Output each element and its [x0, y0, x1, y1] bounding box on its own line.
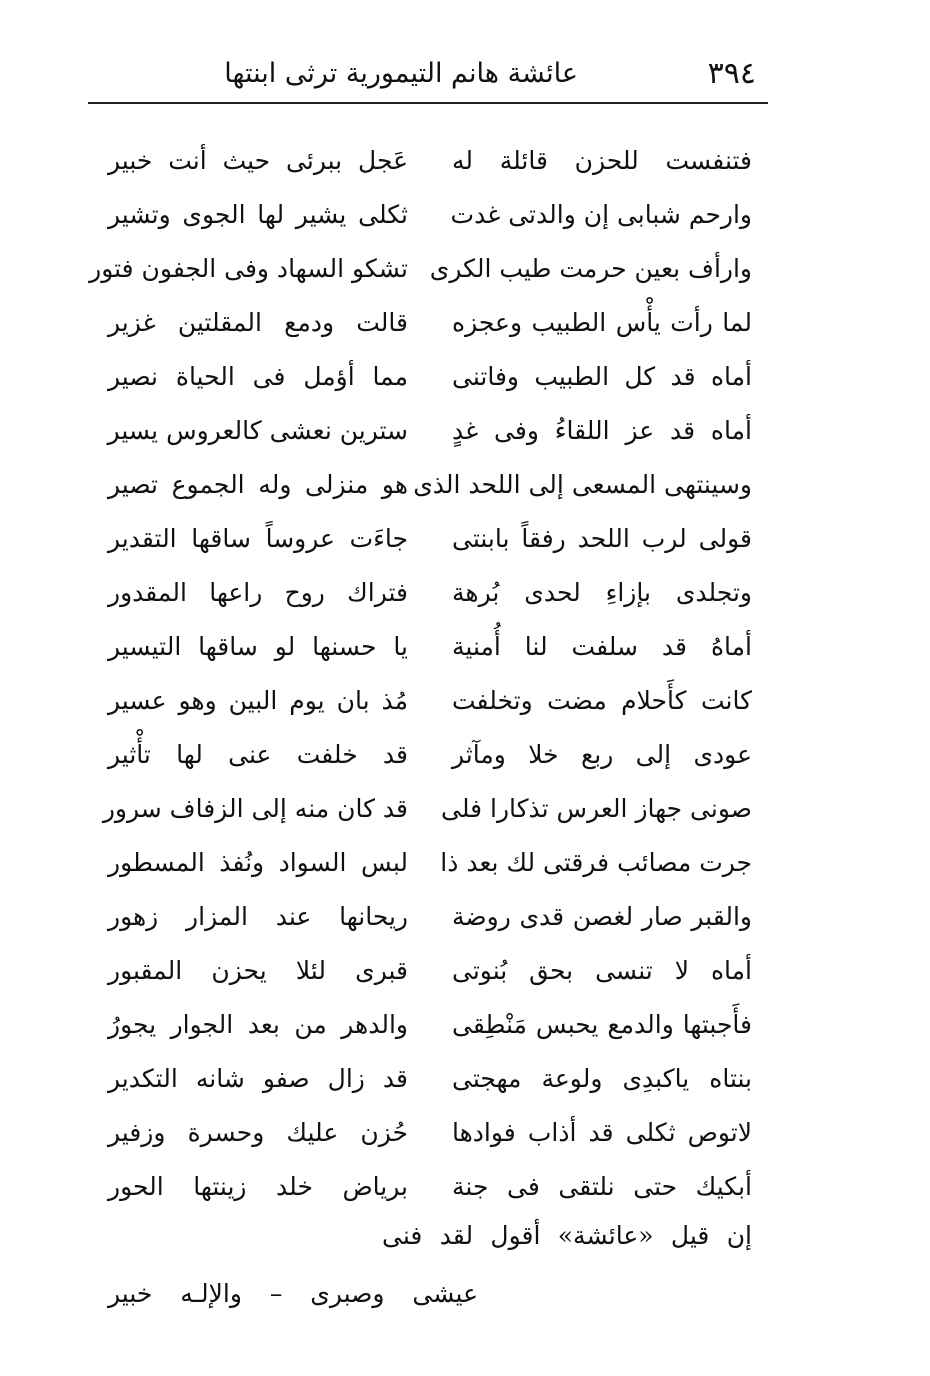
page-header — [88, 50, 768, 104]
first-hemistich: أماه لا تنسى بحق بُنوتى — [452, 956, 752, 985]
closing-verse — [90, 1216, 766, 1326]
second-hemistich: فتراك روح راعها المقدور — [108, 578, 408, 607]
second-hemistich: هو منزلى وله الجموع تصير — [108, 470, 408, 499]
first-hemistich: أماه قد عز اللقاءُ وفى غدٍ — [452, 416, 752, 445]
first-hemistich: وسينتهى المسعى إلى اللحد الذى — [413, 470, 752, 499]
second-hemistich: تشكو السهاد وفى الجفون فتور — [89, 254, 408, 283]
second-hemistich: مُذ بان يوم البين وهو عسير — [108, 686, 408, 715]
verse-line — [90, 461, 766, 515]
verse-line — [90, 947, 766, 1001]
verse-line — [90, 515, 766, 569]
second-hemistich: قد كان منه إلى الزفاف سرور — [102, 794, 408, 823]
verse-line — [90, 623, 766, 677]
second-hemistich: لبس السواد ونُفذ المسطور — [108, 848, 408, 877]
verse-line — [90, 839, 766, 893]
first-hemistich: جرت مصائب فرقتى لك بعد ذا — [440, 848, 752, 877]
first-hemistich: وارأف بعين حرمت طيب الكرى — [429, 254, 752, 283]
second-hemistich: جاءَت عروساً ساقها التقدير — [108, 524, 408, 553]
second-hemistich: قد زال صفو شانه التكدير — [108, 1064, 408, 1093]
first-hemistich: لاتوص ثكلى قد أذاب فوادها — [452, 1118, 752, 1147]
second-hemistich: ثكلى يشير لها الجوى وتشير — [108, 200, 408, 229]
running-title: عائشة هانم التيمورية ترثى ابنتها — [224, 58, 578, 89]
verse-line — [90, 245, 766, 299]
second-hemistich: والدهر من بعد الجوار يجورُ — [108, 1010, 408, 1039]
second-hemistich: قالت ودمع المقلتين غزير — [108, 308, 408, 337]
first-hemistich: فتنفست للحزن قائلة له — [452, 146, 752, 175]
first-hemistich: فأَجبتها والدمع يحبس مَنْطِقى — [452, 1010, 752, 1039]
verse-line — [90, 731, 766, 785]
second-hemistich: ريحانها عند المزار زهور — [108, 902, 408, 931]
first-hemistich: بنتاه ياكبدِى ولوعة مهجتى — [452, 1064, 752, 1093]
second-hemistich: حُزن عليك وحسرة وزفير — [108, 1118, 408, 1147]
first-hemistich: قولى لرب اللحد رفقاً بابنتى — [452, 524, 752, 553]
first-hemistich: صونى جهاز العرس تذكارا فلى — [440, 794, 752, 823]
verse-line — [90, 1163, 766, 1217]
first-hemistich: وارحم شبابى إن والدتى غدت — [450, 200, 752, 229]
second-hemistich: قد خلفت عنى لها تأْثير — [108, 740, 408, 769]
verse-line — [90, 677, 766, 731]
first-hemistich: لما رأت يأْس الطبيب وعجزه — [452, 308, 752, 337]
first-hemistich: أبكيك حتى نلتقى فى جنة — [452, 1172, 752, 1201]
first-hemistich: وتجلدى بإزاءِ لحدى بُرهة — [452, 578, 752, 607]
verse-line — [90, 1055, 766, 1109]
closing-line-2: عيشى وصبرى – والإلـه خبير — [108, 1279, 478, 1308]
verse-line — [90, 299, 766, 353]
first-hemistich: كانت كأَحلام مضت وتخلفت — [452, 686, 752, 715]
second-hemistich: قبرى لئلا يحزن المقبور — [108, 956, 408, 985]
verse-line — [90, 569, 766, 623]
verse-line — [90, 353, 766, 407]
verse-line — [90, 893, 766, 947]
verse-line — [90, 785, 766, 839]
verse-line — [90, 1109, 766, 1163]
poem-verses — [90, 137, 766, 1217]
verse-line — [90, 407, 766, 461]
closing-line-1: إن قيل «عائشة» أقول لقد فنى — [382, 1221, 752, 1250]
second-hemistich: برياض خلد زينتها الحور — [108, 1172, 408, 1201]
second-hemistich: مما أؤمل فى الحياة نصير — [108, 362, 408, 391]
page-number: ٣٩٤ — [707, 56, 756, 91]
first-hemistich: أماه قد كل الطبيب وفاتنى — [452, 362, 752, 391]
first-hemistich: أماهُ قد سلفت لنا أُمنية — [452, 632, 752, 661]
verse-line — [90, 137, 766, 191]
verse-line — [90, 191, 766, 245]
second-hemistich: عَجل ببرئى حيث أنت خبير — [108, 146, 408, 175]
first-hemistich: عودى إلى ربع خلا ومآثر — [452, 740, 752, 769]
second-hemistich: سترين نعشى كالعروس يسير — [107, 416, 408, 445]
first-hemistich: والقبر صار لغصن قدى روضة — [452, 902, 752, 931]
second-hemistich: يا حسنها لو ساقها التيسير — [108, 632, 408, 661]
verse-line — [90, 1001, 766, 1055]
